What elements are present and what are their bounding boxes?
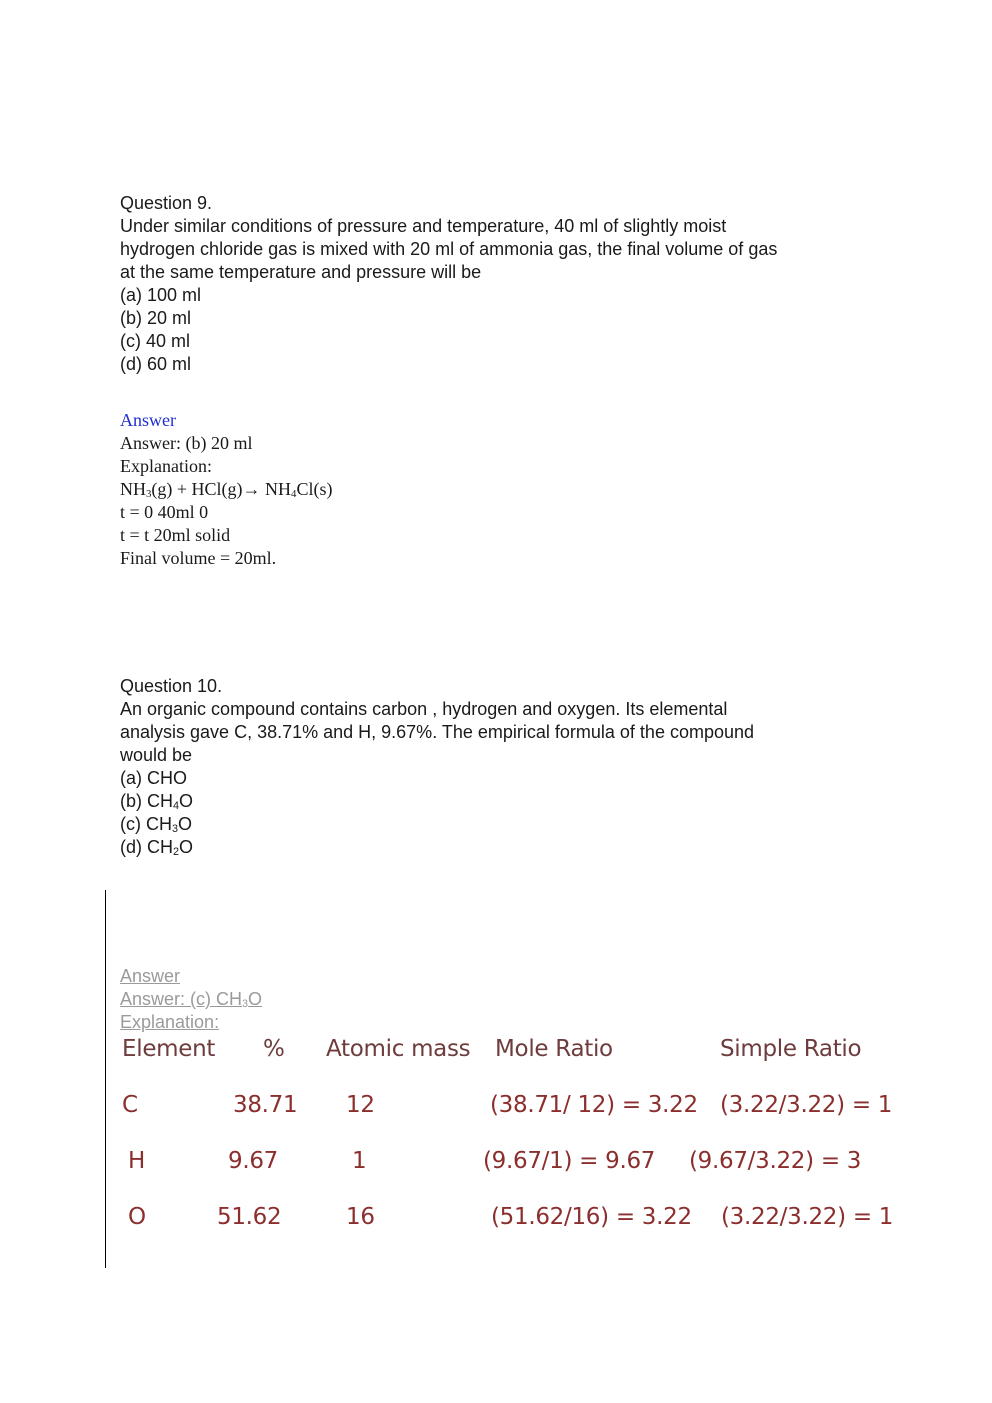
- option-d: (d) $CH_2O$: [120, 837, 194, 858]
- cell-percent: 9.67: [228, 1148, 279, 1174]
- cell-simple-ratio: (9.67/3.22) = 3: [689, 1148, 862, 1174]
- option-b: (b) $CH_4O$: [120, 791, 194, 812]
- question-title: Question 9.: [120, 193, 213, 213]
- question-title: Question 10.: [120, 676, 223, 696]
- explanation-label: Explanation:: [120, 456, 212, 476]
- question-text-line: analysis gave C, 38.71% and H, 9.67%. The empirical formula of the compound: [120, 722, 755, 742]
- answer-9: [120, 409, 332, 570]
- margin-line: [105, 890, 106, 1268]
- option-b: (b) 20 ml: [120, 308, 192, 328]
- cell-element: C: [122, 1092, 138, 1118]
- explanation-line: t = 0 40ml 0: [120, 502, 209, 522]
- final-volume: Final volume = 20ml.: [120, 548, 277, 568]
- cell-atomic-mass: 1: [352, 1148, 367, 1174]
- answer-link[interactable]: Answer: [120, 966, 181, 986]
- option-c: (c) $CH_3O$: [120, 814, 193, 835]
- cell-mole-ratio: (9.67/1) = 9.67: [483, 1148, 656, 1174]
- option-a: (a) 100 ml: [120, 285, 202, 305]
- header-percent: %: [263, 1036, 285, 1062]
- question-text-line: An organic compound contains carbon , hydrogen and oxygen. Its elemental: [120, 699, 728, 719]
- question-9: [120, 192, 777, 376]
- explanation-label: Explanation:: [120, 1012, 220, 1032]
- explanation-line: t = t 20ml solid: [120, 525, 231, 545]
- cell-mole-ratio: (51.62/16) = 3.22: [491, 1204, 692, 1230]
- cell-mole-ratio: (38.71/ 12) = 3.22: [490, 1092, 698, 1118]
- cell-element: O: [128, 1204, 146, 1230]
- option-d: (d) 60 ml: [120, 354, 192, 374]
- question-text-line: Under similar conditions of pressure and temperature, 40 ml of slightly moist: [120, 216, 727, 236]
- question-text-line: hydrogen chloride gas is mixed with 20 ml of ammonia gas, the final volume of gas: [120, 239, 778, 259]
- answer-10: [120, 965, 262, 1034]
- header-mole-ratio: Mole Ratio: [495, 1036, 613, 1062]
- header-element: Element: [122, 1036, 216, 1062]
- cell-atomic-mass: 12: [346, 1092, 375, 1118]
- question-text-line: at the same temperature and pressure will be: [120, 262, 482, 282]
- question-10: [120, 675, 754, 859]
- reaction-equation: $NH_3(g) + HCl(g)\to NH_4Cl(s)$: [120, 479, 333, 500]
- header-simple-ratio: Simple Ratio: [720, 1036, 862, 1062]
- cell-percent: 51.62: [217, 1204, 282, 1230]
- option-c: (c) 40 ml: [120, 331, 191, 351]
- question-text-line: would be: [120, 745, 193, 765]
- option-a: (a) CHO: [120, 768, 187, 788]
- cell-simple-ratio: (3.22/3.22) = 1: [721, 1204, 894, 1230]
- header-atomic-mass: Atomic mass: [326, 1036, 471, 1062]
- cell-atomic-mass: 16: [346, 1204, 375, 1230]
- answer-link[interactable]: Answer: [120, 410, 176, 430]
- cell-percent: 38.71: [233, 1092, 298, 1118]
- answer-text: Answer: (b) 20 ml: [120, 433, 253, 453]
- cell-element: H: [128, 1148, 145, 1174]
- answer-text: Answer: (c) $CH_3O$: [120, 989, 263, 1010]
- empirical-formula-table: [120, 1030, 894, 1245]
- cell-simple-ratio: (3.22/3.22) = 1: [720, 1092, 893, 1118]
